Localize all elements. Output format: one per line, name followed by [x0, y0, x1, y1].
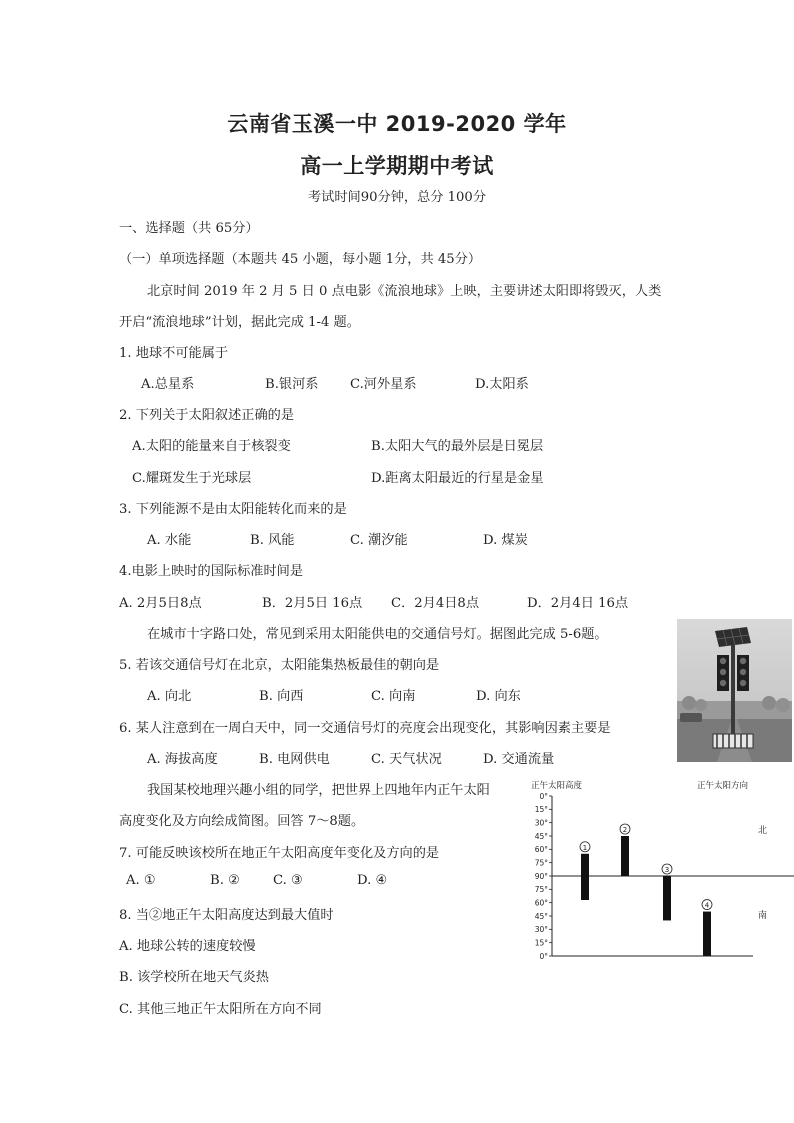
option: A.太阳的能量来自于核裂变 [132, 439, 291, 454]
option: D. 交通流量 [483, 752, 555, 767]
south-label: 南 [758, 911, 768, 921]
page-title: 云南省玉溪一中 2019-2020 学年 [227, 112, 567, 136]
option: C. 天气状况 [371, 752, 442, 767]
exam-info: 考试时间90分钟，总分 100分 [307, 190, 487, 205]
solar-traffic-light-photo [677, 619, 792, 762]
option: B．2月5日 16点 [262, 596, 363, 611]
option: A. 2月5日8点 [119, 596, 202, 611]
intro-paragraph: 在城市十字路口处，常见到采用太阳能供电的交通信号灯。据图此完成 5-6题。 [147, 627, 608, 642]
intro-paragraph: 我国某校地理兴趣小组的同学，把世界上四地年内正午太阳 [147, 783, 490, 798]
section-heading: 一、选择题（共 65分） [119, 221, 259, 236]
y-tick-label: 0° [539, 951, 548, 961]
option: C. ③ [273, 873, 303, 888]
y-tick-label: 75° [534, 858, 548, 868]
option: D. ④ [357, 873, 388, 888]
option: B. 风能 [250, 533, 295, 548]
bar-4 [703, 912, 711, 956]
y-tick-label: 45° [534, 831, 548, 841]
option: D.距离太阳最近的行星是金星 [371, 471, 544, 486]
option: A. ① [126, 873, 156, 888]
y-tick-label: 90° [534, 871, 548, 881]
y-tick-label: 75° [534, 885, 548, 895]
option: B. 电网供电 [259, 752, 330, 767]
option: B. ② [210, 873, 240, 888]
option: D. 煤炭 [483, 533, 528, 548]
question-stem: 8. 当②地正午太阳高度达到最大值时 [119, 908, 334, 923]
y-tick-label: 60° [534, 898, 548, 908]
option: C．2月4日8点 [391, 596, 480, 611]
question-stem: 6. 某人注意到在一周白天中，同一交通信号灯的亮度会出现变化，其影响因素主要是 [119, 721, 611, 736]
chart-left-title: 正午太阳高度 [531, 781, 583, 791]
page-subtitle: 高一上学期期中考试 [300, 154, 494, 178]
intro-paragraph: 北京时间 2019 年 2 月 5 日 0 点电影《流浪地球》上映，主要讲述太阳即将毁灭，人类 [147, 284, 662, 299]
y-tick-label: 30° [534, 818, 548, 828]
option: C. 其他三地正午太阳所在方向不同 [119, 1002, 322, 1017]
intro-paragraph: 高度变化及方向绘成简图。回答 7～8题。 [119, 814, 365, 829]
question-stem: 2. 下列关于太阳叙述正确的是 [119, 408, 295, 423]
bar-label: 4 [704, 901, 710, 910]
option: B. 向西 [259, 689, 304, 704]
sun-altitude-chart-svg [527, 777, 794, 963]
option: C.耀斑发生于光球层 [132, 471, 252, 486]
question-stem: 5. 若该交通信号灯在北京，太阳能集热板最佳的朝向是 [119, 658, 440, 673]
bar-3 [663, 876, 671, 920]
option: A. 水能 [147, 533, 192, 548]
question-stem: 1. 地球不可能属于 [119, 346, 229, 361]
solar-traffic-light-icon [677, 619, 792, 762]
option: D．2月4日 16点 [527, 596, 629, 611]
chart-right-title: 正午太阳方向 [697, 781, 749, 791]
y-tick-label: 45° [534, 911, 548, 921]
sun-altitude-chart [527, 777, 794, 963]
y-tick-label: 60° [534, 845, 548, 855]
bar-label: 1 [582, 843, 588, 852]
option: B. 该学校所在地天气炎热 [119, 970, 269, 985]
bar-1 [581, 854, 589, 900]
option: A. 地球公转的速度较慢 [119, 939, 256, 954]
question-stem: 3. 下列能源不是由太阳能转化而来的是 [119, 502, 347, 517]
option: C. 潮汐能 [350, 533, 408, 548]
y-tick-label: 0° [539, 791, 548, 801]
question-stem: 7. 可能反映该校所在地正午太阳高度年变化及方向的是 [119, 846, 440, 861]
option: B.太阳大气的最外层是日冕层 [371, 439, 544, 454]
option: A.总星系 [141, 377, 195, 392]
option: A. 海拔高度 [147, 752, 218, 767]
option: C. 向南 [371, 689, 416, 704]
option: A. 向北 [147, 689, 192, 704]
intro-paragraph: 开启“流浪地球”计划，据此完成 1-4 题。 [119, 315, 360, 330]
question-stem: 4.电影上映时的国际标准时间是 [119, 564, 304, 579]
bar-label: 3 [664, 866, 670, 874]
option: C.河外星系 [350, 377, 417, 392]
bar-2 [621, 836, 629, 876]
option: D. 向东 [476, 689, 521, 704]
y-tick-label: 15° [534, 805, 548, 815]
section-subheading: （一）单项选择题（本题共 45 小题，每小题 1分，共 45分） [119, 252, 482, 267]
y-tick-label: 30° [534, 925, 548, 935]
north-label: 北 [758, 826, 768, 836]
option: B.银河系 [265, 377, 319, 392]
option: D.太阳系 [475, 377, 529, 392]
bar-label: 2 [622, 826, 628, 834]
y-tick-label: 15° [534, 938, 548, 948]
